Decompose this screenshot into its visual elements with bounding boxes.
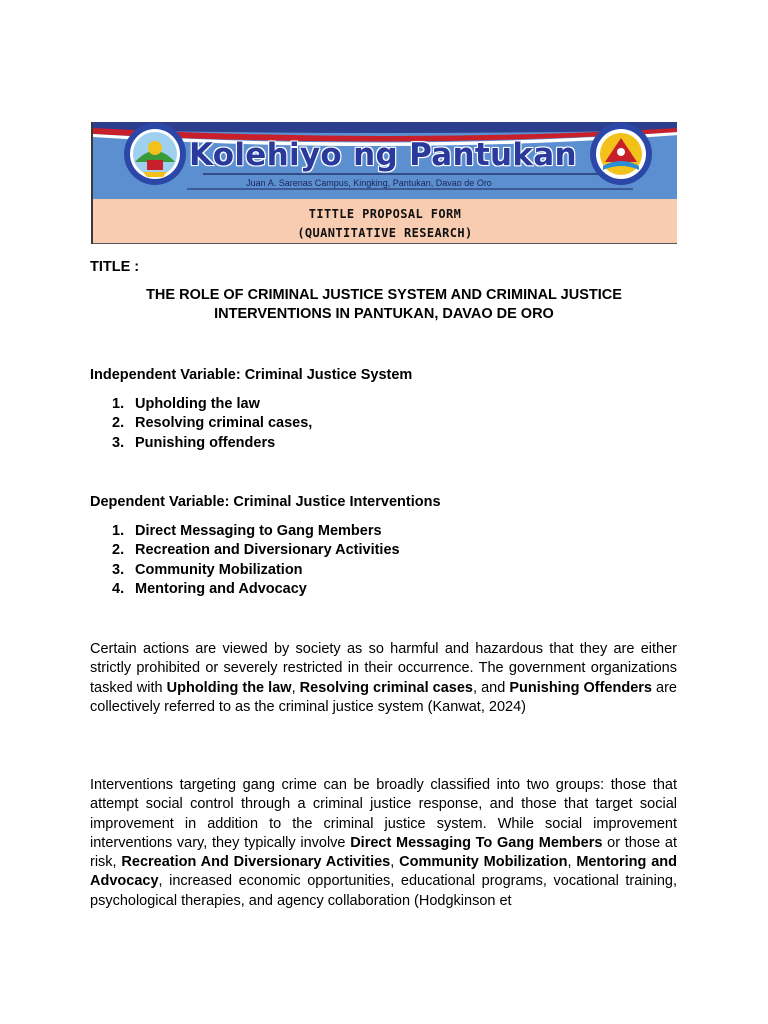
paragraph-text: ,: [390, 854, 400, 871]
paragraph-text: Certain actions are viewed by society as so harmful and hazardous that they are either strictly prohibited or severely restricted in their occurrence. The government organizations tasked with: [90, 641, 677, 696]
list-item: 3. Punishing offenders: [112, 434, 276, 451]
paragraph-text: are collectively referred to as the criminal justice system (Kanwat, 2024): [90, 679, 677, 715]
form-title: TITTLE PROPOSAL FORM: [308, 207, 462, 221]
paragraph-text: or those at risk,: [90, 834, 677, 871]
list-item-label: Recreation and Diversionary Activities: [135, 542, 400, 559]
research-title: THE ROLE OF CRIMINAL JUSTICE SYSTEM AND CRIMINAL JUSTICE INTERVENTIONS IN PANTUKAN, DAVAO DE ORO: [146, 287, 622, 323]
dependent-variable-heading: Dependent Variable: Criminal Justice Interventions: [90, 494, 441, 510]
form-subtitle: (QUANTITATIVE RESEARCH): [297, 226, 473, 240]
dependent-variable-list: [90, 522, 677, 599]
college-banner: [91, 122, 677, 244]
paragraph-text: ,: [291, 679, 300, 696]
emphasis-text: Recreation And Diversionary Activities: [121, 854, 391, 871]
emphasis-text: Punishing Offenders: [509, 679, 652, 696]
list-item-label: Mentoring and Advocacy: [135, 580, 307, 597]
form-title-band: [93, 199, 677, 244]
list-item: 4. Mentoring and Advocacy: [112, 580, 307, 597]
paragraph-text: ,: [567, 854, 577, 871]
list-item-label: Direct Messaging to Gang Members: [135, 523, 382, 539]
paragraph-text: , increased economic opportunities, educational programs, vocational training, psychological therapies, and agency collaboration (Hodgkinson et: [90, 873, 677, 909]
independent-variable-heading: Independent Variable: Criminal Justice System: [90, 367, 413, 383]
municipal-seal-icon: [589, 122, 653, 186]
college-seal-icon: [123, 122, 187, 186]
list-item-label: Punishing offenders: [135, 434, 276, 451]
independent-variable-list: [90, 395, 677, 453]
paragraph-text: Interventions targeting gang crime can be broadly classified into two groups: those that attempt social control through a criminal justice response, and those that target social improvement in addition to the criminal justice system. While social improvement interventions vary, they typically involve: [90, 777, 677, 851]
emphasis-text: Resolving criminal cases: [299, 679, 473, 696]
list-item: 2. Recreation and Diversionary Activities: [112, 542, 400, 559]
list-item-label: Upholding the law: [135, 396, 260, 412]
emphasis-text: Mentoring and Advocacy: [90, 854, 677, 890]
list-item: 1. Direct Messaging to Gang Members: [112, 523, 382, 539]
paragraph-interventions: [90, 776, 677, 911]
title-label: TITLE :: [90, 259, 140, 275]
list-item-label: Community Mobilization: [135, 561, 303, 578]
list-item: 1. Upholding the law: [112, 396, 260, 412]
banner-header: [93, 122, 677, 199]
school-name: Kolehiyo ng Pantukan: [189, 137, 577, 173]
list-item-label: Resolving criminal cases,: [135, 415, 313, 432]
campus-address: Juan A. Sarenas Campus, Kingking, Pantukan, Davao de Oro: [246, 178, 492, 188]
list-item: 2. Resolving criminal cases,: [112, 415, 313, 432]
emphasis-text: Upholding the law: [166, 679, 292, 696]
emphasis-text: Direct Messaging To Gang Members: [350, 834, 603, 851]
paragraph-text: , and: [473, 679, 510, 696]
emphasis-text: Community Mobilization: [399, 854, 568, 871]
paragraph-criminal-justice-system: [90, 640, 677, 717]
list-item: 3. Community Mobilization: [112, 561, 303, 578]
